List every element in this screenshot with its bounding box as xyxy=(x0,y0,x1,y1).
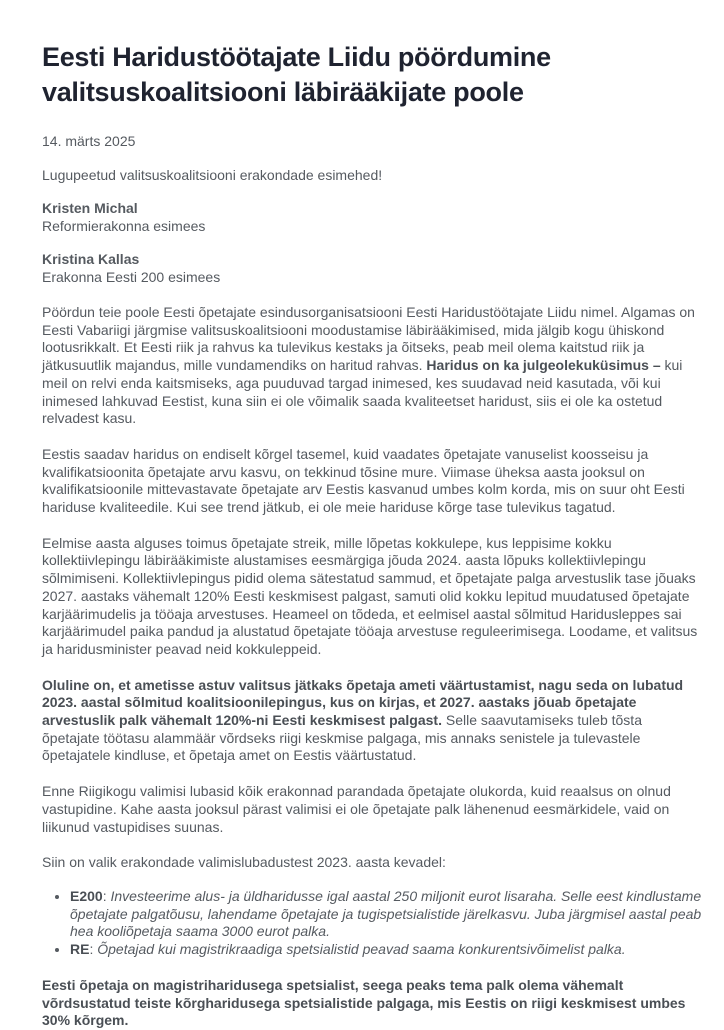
recipient-name: Kristen Michal xyxy=(42,200,138,216)
promise-text: Õpetajad kui magistrikraadiga spetsialistid peavad saama konkurentsivõimelist palka. xyxy=(97,941,626,958)
bold-text: Haridus on ka julgeolekuküsimus – xyxy=(426,357,661,374)
letter-date: 14. märts 2025 xyxy=(42,133,136,149)
paragraph-coalition xyxy=(42,677,702,766)
text: kui meil on relvi enda kaitsmiseks, aga puuduvad targad inimesed, kes suudavad neid kasutada, või kui inimesed lahkuvad Eestist, kuna siin ei ole võimalik saada kvaliteetset haridust, siis ei ole ka ostetud relvadest kasu. xyxy=(42,357,683,427)
bold-text: Oluline on, et ametisse astuv valitsus jätkaks õpetaja ameti väärtustamist, nagu seda on lubatud 2023. aastal sõlmitud koalitsioonilepingus, kus on kirjas, et 2027. aastaks jõuab õpetajate arvestuslik palk vähemalt 120%-ni Eesti keskmisest palgast. xyxy=(42,676,684,729)
promise-text: Investeerime alus- ja üldharidusse igal aastal 250 miljonit eurot lisaraha. Selle eest kindlustame õpetajate palgatõusu, lahendame õpetajate ja tugispetsialistide järelkasvu. Juba järgmisel aastal peab hea kooliõpetaja saama 3000 eurot palka. xyxy=(70,887,702,940)
letter-title: Eesti Haridustöötajate Liidu pöördumine valitsuskoalitsiooni läbirääkijate poole xyxy=(42,42,551,107)
separator: : xyxy=(102,887,111,904)
promise-item xyxy=(70,941,702,959)
letter xyxy=(42,40,702,1030)
text: Selle saavutamiseks tuleb tõsta õpetajate töötasu alammäär võrdseks riigi keskmise palgaga, mis annaks senistele ja tulevastele õpetajatele kindluse, et õpetaja amet on Eestis väärtustatud. xyxy=(42,712,642,764)
promises-list xyxy=(42,888,702,959)
bold-text: Eesti õpetaja on magistriharidusega spetsialist, seega peaks tema palk olema vähemalt võrdsustatud teiste kõrgharidusega spetsialistide palgaga, mis Eestis on riigi keskmisest umbes 30% kõrgem. xyxy=(42,976,686,1029)
paragraph-promises-intro: Siin on valik erakondade valimislubadustest 2023. aasta kevadel: xyxy=(42,854,446,871)
paragraph-conclusion xyxy=(42,977,702,1030)
separator: : xyxy=(89,941,98,958)
recipient xyxy=(42,199,702,235)
recipient-role: Reformierakonna esimees xyxy=(42,218,206,234)
greeting: Lugupeetud valitsuskoalitsiooni erakondade esimehed! xyxy=(42,167,383,183)
recipient-name: Kristina Kallas xyxy=(42,251,140,267)
recipient-role: Erakonna Eesti 200 esimees xyxy=(42,269,221,285)
paragraph-elections: Enne Riigikogu valimisi lubasid kõik erakonnad parandada õpetajate olukorda, kuid reaalsus on olnud vastupidine. Kahe aasta jooksul pärast valimisi ei ole õpetajate palk lähenenud eesmärkidele, vaid on liikunud vastupidises suunas. xyxy=(42,783,671,835)
paragraph-quality: Eestis saadav haridus on endiselt kõrgel tasemel, kuid vaadates õpetajate vanuselist koosseisu ja kvalifikatsioonita õpetajate arvu kasvu, on tekkinud tõsine mure. Viimase üheksa aasta jooksul on kvalifikatsioonile mittevastavate õpetajate arv Eestis kasvanud umbes kolm korda, mis on suur oht Eesti hariduse kvaliteedile. Kui see trend jätkub, ei ole meie hariduse kõrge tase tulevikus tagatud. xyxy=(42,445,685,516)
promise-item xyxy=(70,888,702,941)
paragraph-intro xyxy=(42,304,702,428)
party-label: E200 xyxy=(70,887,103,904)
party-label: RE xyxy=(70,941,90,958)
text: Pöördun teie poole Eesti õpetajate esindusorganisatsiooni Eesti Haridustöötajate Liidu nimel. Algamas on Eesti Vabariigi järgmise valitsuskoalitsiooni moodustamise läbirääkimised, mida jälgib kogu ühiskond lootusrikkalt. Et Eesti riik ja rahvus ka tulevikus kestaks ja õitseks, peab meil olema kaitstud riik ja jätkusuutlik majandus, mille vundamendiks on haritud rahvas. xyxy=(42,304,695,374)
recipient xyxy=(42,250,702,286)
paragraph-strike: Eelmise aasta alguses toimus õpetajate streik, mille lõpetas kokkulepe, kus leppisime kokku kollektiivlepingu läbirääkimiste alustamises eesmärgiga jõuda 2024. aasta lõpuks kollektiivlepingu sõlmimiseni. Kollektiivlepingus pidid olema sätestatud sammud, et õpetajate palga arvestuslik tase jõuaks 2027. aastaks vähemalt 120% Eesti keskmisest palgast, samuti olid kokku lepitud muudatused õpetajate karjäärimudelis ja tööaja arvestuses. Heameel on tõdeda, et eelmisel aastal sõlmitud Haridusleppes sai karjäärimudel paika pandud ja alustatud õpetajate tööaja arvestuse reguleerimisega. Loodame, et valitsus ja haridusminister peavad neid kokkuleppeid. xyxy=(42,534,698,657)
